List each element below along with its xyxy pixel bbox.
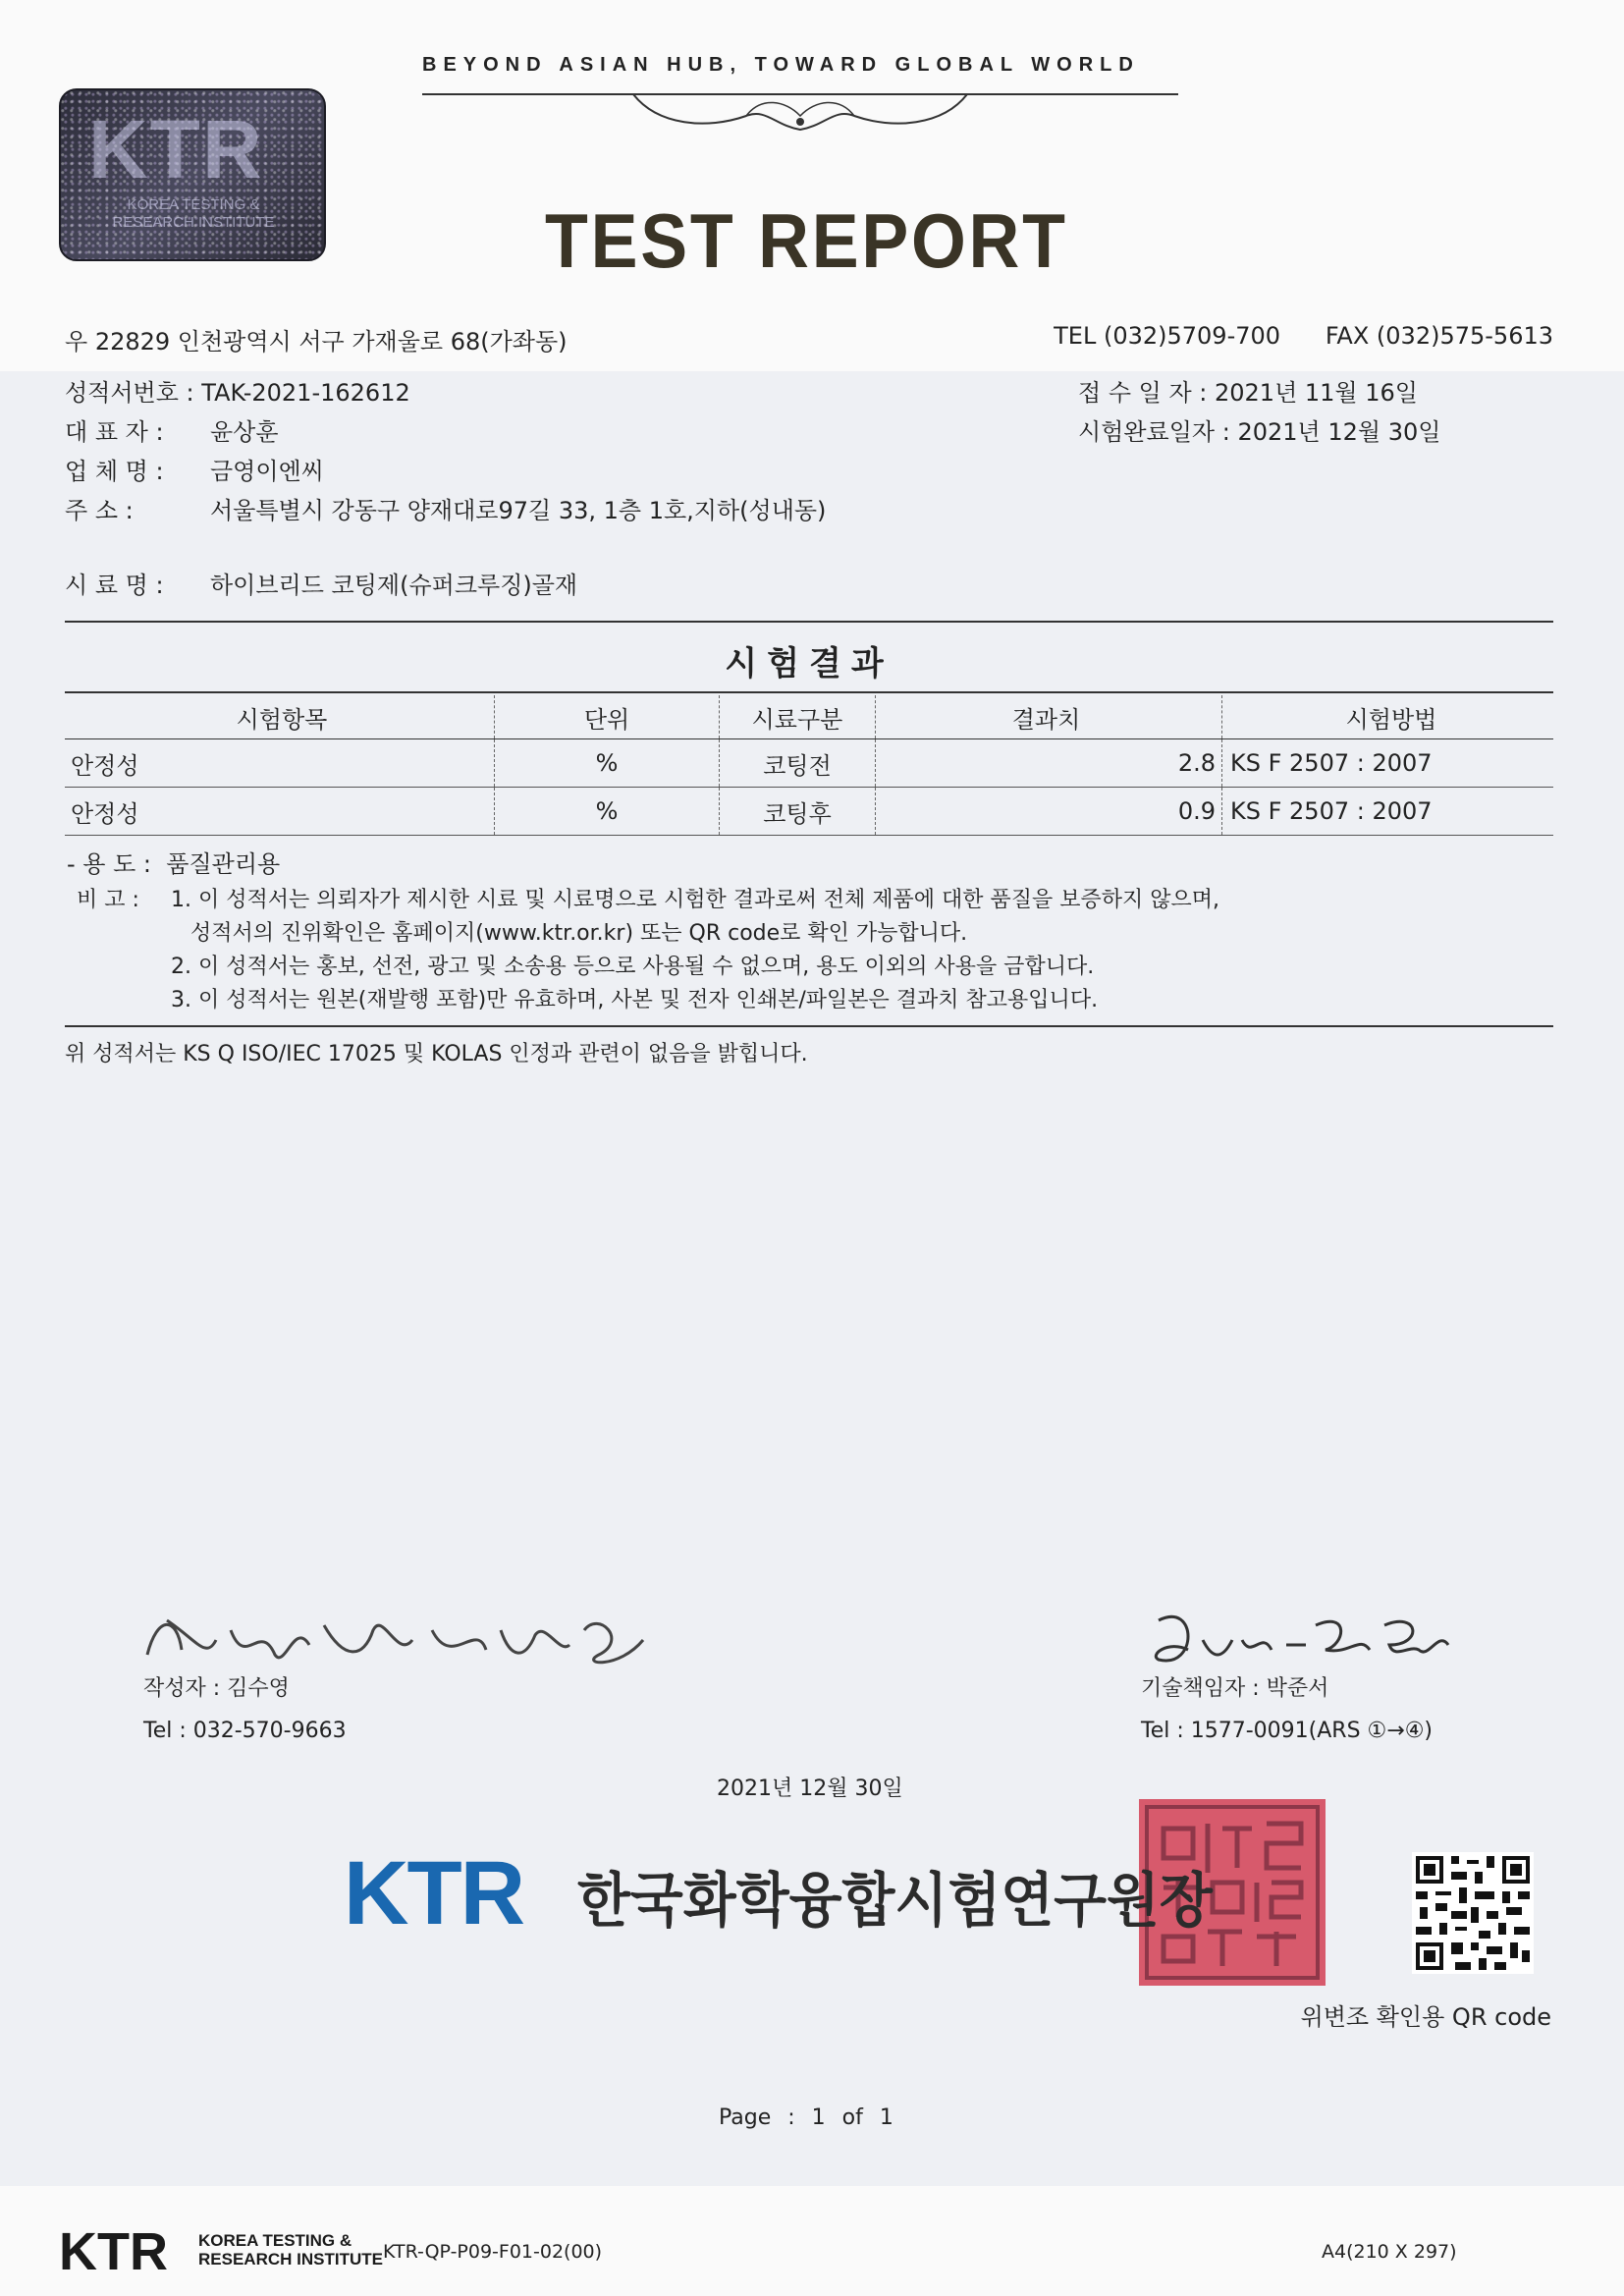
author-signature-image: [137, 1601, 648, 1679]
sample-type: 코팅후: [720, 788, 876, 836]
representative-row: [65, 412, 279, 447]
usage-row: [67, 845, 280, 879]
completed-date: 2021년 12월 30일: [1237, 418, 1441, 446]
report-title: TEST REPORT: [545, 197, 1068, 284]
paper-size: A4(210 X 297): [1322, 2241, 1457, 2263]
institute-contact: [1054, 322, 1553, 350]
test-item: 안정성: [65, 788, 495, 836]
hologram-ktr-text: KTR: [88, 103, 264, 195]
note-line: 2. 이 성적서는 홍보, 선전, 광고 및 소송용 등으로 사용될 수 없으며, 용도 이외의 사용을 금합니다.: [171, 955, 1095, 979]
representative: 윤상훈: [210, 418, 279, 446]
hologram-subtitle: KOREA TESTING & RESEARCH INSTITUTE: [112, 196, 275, 231]
technical-manager-tel: Tel : 1577-0091(ARS ①→④): [1141, 1719, 1433, 1743]
results-header-row: [65, 695, 1553, 739]
column-header: 결과치: [876, 695, 1222, 739]
received-date: 2021년 11월 16일: [1214, 379, 1418, 407]
ktr-hologram-logo: [59, 88, 326, 261]
report-number-label: 성적서번호 :: [65, 379, 194, 407]
client-address-label: 주 소 :: [65, 497, 134, 524]
page-number: Page : 1 of 1: [719, 2105, 893, 2130]
author-tel: Tel : 032-570-9663: [143, 1719, 347, 1743]
results-top-rule: [65, 621, 1553, 623]
unit: %: [495, 739, 720, 788]
test-method: KS F 2507 : 2007: [1222, 788, 1554, 836]
table-row: [65, 788, 1553, 836]
report-number-row: [65, 373, 410, 408]
company-name: 금영이엔씨: [210, 458, 324, 485]
column-header: 시료구분: [720, 695, 876, 739]
note-line: 3. 이 성적서는 원본(재발행 포함)만 유효하며, 사본 및 전자 인쇄본/파일본은 결과치 참고용입니다.: [171, 988, 1099, 1012]
institute-fax: FAX (032)575-5613: [1325, 322, 1553, 350]
usage-value: 품질관리용: [166, 850, 281, 878]
client-address-row: [65, 491, 826, 525]
footer-institute-line: KOREA TESTING &: [198, 2231, 352, 2250]
slogan: BEYOND ASIAN HUB, TOWARD GLOBAL WORLD: [422, 54, 1140, 76]
client-address: 서울특별시 강동구 양재대로97길 33, 1층 1호,지하(성내동): [210, 497, 827, 524]
company-row: [65, 452, 324, 486]
column-header: 시험방법: [1222, 695, 1554, 739]
results-header-rule: [65, 691, 1553, 693]
tech-signature-image: [1139, 1601, 1453, 1679]
usage-label: - 용 도 :: [67, 850, 152, 878]
footer-institute: [198, 2231, 383, 2269]
received-date-row: [1078, 373, 1418, 408]
test-item: 안정성: [65, 739, 495, 788]
form-code: KTR-QP-P09-F01-02(00): [383, 2241, 603, 2263]
results-title: 시험결과: [725, 644, 893, 683]
technical-manager: 기술책임자 : 박준서: [1141, 1676, 1329, 1701]
disclaimer: 위 성적서는 KS Q ISO/IEC 17025 및 KOLAS 인정과 관련이 없음을 밝힙니다.: [65, 1042, 808, 1066]
unit: %: [495, 788, 720, 836]
column-header: 단위: [495, 695, 720, 739]
issue-date: 2021년 12월 30일: [717, 1777, 903, 1801]
institute-address: 우 22829 인천광역시 서구 가재울로 68(가좌동): [65, 328, 568, 355]
notes-block: [77, 884, 1219, 1017]
column-header: 시험항목: [65, 695, 495, 739]
completed-date-label: 시험완료일자 :: [1078, 418, 1230, 446]
representative-label: 대 표 자 :: [65, 418, 164, 446]
result-value: 2.8: [876, 739, 1222, 788]
notes-label: 비 고 :: [77, 888, 139, 912]
ornament-divider: [422, 86, 1178, 145]
company-label: 업 체 명 :: [65, 458, 164, 485]
received-date-label: 접 수 일 자 :: [1078, 379, 1208, 407]
ktr-logo: KTR: [344, 1843, 524, 1943]
footer-ktr-logo: KTR: [59, 2222, 168, 2281]
sample-row: [65, 566, 577, 600]
sample-type: 코팅전: [720, 739, 876, 788]
sample-name: 하이브리드 코팅제(슈퍼크루징)골재: [210, 572, 578, 599]
test-method: KS F 2507 : 2007: [1222, 739, 1554, 788]
note-line: 성적서의 진위확인은 홈페이지(www.ktr.or.kr) 또는 QR code로 확인 가능합니다.: [190, 921, 968, 946]
table-row: [65, 739, 1553, 788]
qr-caption: 위변조 확인용 QR code: [1300, 2003, 1551, 2031]
author: 작성자 : 김수영: [143, 1676, 290, 1701]
report-number: TAK-2021-162612: [201, 379, 410, 407]
organization-name: 한국화학융합시험연구원장: [577, 1867, 1213, 1936]
completed-date-row: [1078, 412, 1440, 447]
sample-label: 시 료 명 :: [65, 572, 164, 599]
notes-bottom-rule: [65, 1025, 1553, 1027]
institute-tel: TEL (032)5709-700: [1054, 322, 1281, 350]
result-value: 0.9: [876, 788, 1222, 836]
qr-code-icon[interactable]: [1412, 1852, 1534, 1974]
footer-institute-line: RESEARCH INSTITUTE: [198, 2250, 383, 2269]
note-line: 1. 이 성적서는 의뢰자가 제시한 시료 및 시료명으로 시험한 결과로써 전체 제품에 대한 품질을 보증하지 않으며,: [171, 888, 1219, 912]
results-table: [65, 695, 1553, 836]
